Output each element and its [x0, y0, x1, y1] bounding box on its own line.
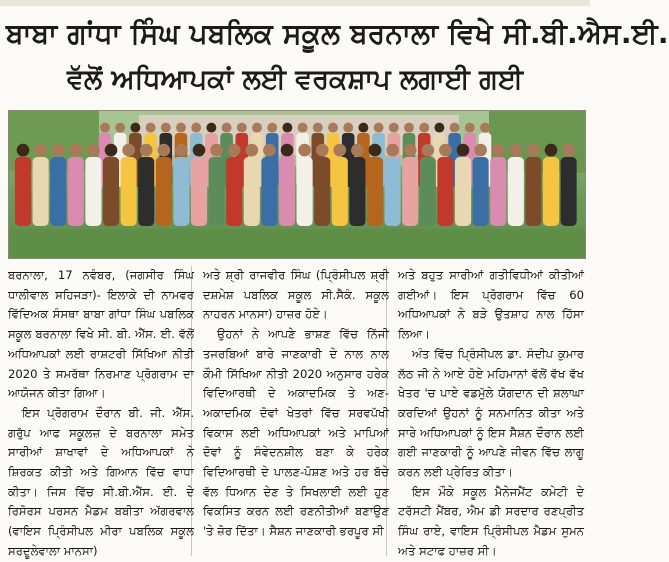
person-head	[281, 144, 294, 157]
paragraph: ਇਸ ਮੌਕੇ ਸਕੂਲ ਮੈਨੇਜਮੈਂਟ ਕਮੇਟੀ ਦੇ ਟਰੱਸਟੀ ਮੈਂਬਰ, ਐਮ ਡੀ ਸਰਦਾਰ ਰਣਪ੍ਰੀਤ ਸਿੰਘ ਰਾਏ, ਵਾਇਸ ਪ੍ਰਿੰਸੀਪਲ ਮੈਡਮ ਸੁਮਨ ਅਤੇ ਸਟਾਫ ਹਾਜ਼ਰ ਸੀ।	[398, 484, 584, 558]
person-figure	[226, 157, 242, 226]
person-figure	[561, 157, 577, 226]
person-head	[161, 123, 171, 133]
article-column-3	[398, 266, 584, 556]
person-figure	[244, 157, 260, 226]
person-head	[358, 123, 368, 133]
person-head	[333, 144, 346, 157]
paragraph: ਅਤੇ ਸ਼੍ਰੀ ਰਾਜਵੀਰ ਸਿੰਘ (ਪ੍ਰਿੰਸੀਪਲ ਸ਼੍ਰੀ ਦਸ਼ਮੇਸ਼ ਪਬਲਿਕ ਸਕੂਲ ਸੀ.ਸੈਕੰ. ਸਕੂਲ ਨਾਹਰਨ ਮਾਨਸਾ) ਹਾਜ਼ਰ ਹੋਏ।	[203, 268, 389, 322]
person-figure	[50, 157, 66, 226]
person-head	[389, 123, 399, 133]
person-head	[439, 144, 452, 157]
person-head	[374, 123, 384, 133]
person-head	[343, 123, 353, 133]
person-figure	[173, 157, 189, 226]
person-head	[245, 144, 258, 157]
person-figure	[279, 157, 295, 226]
person-head	[480, 123, 490, 133]
person-head	[193, 144, 206, 157]
person-figure	[121, 157, 137, 226]
person-figure	[209, 157, 225, 226]
person-figure	[473, 157, 489, 226]
person-head	[191, 123, 201, 133]
person-figure	[367, 157, 383, 226]
person-head	[298, 123, 308, 133]
person-figure	[385, 157, 401, 226]
person-head	[282, 123, 292, 133]
paragraph: ਬਰਨਾਲਾ, 17 ਨਵੰਬਰ, (ਜਗਸੀਰ ਸਿੰਘ ਧਾਲੀਵਾਲ ਸਹਿਜੜਾ)- ਇਲਾਕੇ ਦੀ ਨਾਮਵਰ ਵਿੱਦਿਅਕ ਸੰਸਥਾ ਬਾਬਾ ਗਾਂਧਾ ਸਿੰਘ ਪਬਲਿਕ ਸਕੂਲ ਬਰਨਾਲਾ ਵਿਖੇ ਸੀ. ਬੀ. ਐੱਸ. ਈ. ਵੱਲੋਂ ਅਧਿਆਪਕਾਂ ਲਈ ਰਾਸ਼ਟਰੀ ਸਿੱਖਿਆ ਨੀਤੀ 2020 ਤੇ ਸਮਰੱਥਾ ਨਿਰਮਾਣ ਪ੍ਰੋਗਰਾਮ ਦਾ ਆਯੋਜਨ ਕੀਤਾ ਗਿਆ।	[8, 268, 194, 401]
person-head	[474, 144, 487, 157]
person-head	[210, 144, 223, 157]
person-figure	[402, 157, 418, 226]
person-head	[465, 123, 475, 133]
person-head	[206, 123, 216, 133]
person-head	[34, 144, 47, 157]
person-head	[87, 144, 100, 157]
person-head	[351, 144, 364, 157]
person-head	[404, 144, 417, 157]
person-figure	[297, 157, 313, 226]
person-head	[509, 144, 522, 157]
person-figure	[103, 157, 119, 226]
person-head	[252, 123, 262, 133]
headline-line-2: ਵੱਲੋਂ ਅਧਿਆਪਕਾਂ ਲਈ ਵਰਕਸ਼ਾਪ ਲਗਾਈ ਗਈ	[66, 64, 524, 95]
person-figure	[332, 157, 348, 226]
group-photo	[8, 110, 586, 259]
person-head	[69, 144, 82, 157]
paragraph: ਅਤੇ ਬਹੁਤ ਸਾਰੀਆਂ ਗਤੀਵਿਧੀਆਂ ਕੀਤੀਆਂ ਗਈਆਂ। ਇਸ ਪ੍ਰੋਗਰਾਮ ਵਿੱਚ 60 ਅਧਿਆਪਕਾਂ ਨੇ ਬੜੇ ਉਤਸ਼ਾਹ ਨਾਲ ਹਿੱਸਾ ਲਿਆ।	[398, 268, 584, 342]
person-head	[237, 123, 247, 133]
person-head	[404, 123, 414, 133]
person-head	[175, 144, 188, 157]
person-figure	[508, 157, 524, 226]
person-head	[115, 123, 125, 133]
paragraph: ਅੰਤ ਵਿੱਚ ਪ੍ਰਿੰਸੀਪਲ ਡਾ. ਸੰਦੀਪ ਕੁਮਾਰ ਲੱਠ ਜੀ ਨੇ ਆਏ ਹੋਏ ਮਹਿਮਾਨਾਂ ਵੱਲੋਂ ਵੱਖ ਵੱਖ ਖੇਤਰ 'ਚ ਪਾਏ ਵਡਮੁੱਲੇ ਯੋਗਦਾਨ ਦੀ ਸ਼ਲਾਘਾ ਕਰਦਿਆਂ ਉਹਨਾਂ ਨੂੰ ਸਨਮਾਨਿਤ ਕੀਤਾ ਅਤੇ ਸਾਰੇ ਅਧਿਆਪਕਾਂ ਨੂੰ ਇਸ ਸੈਸ਼ਨ ਦੌਰਾਨ ਲਈ ਗਈ ਜਾਣਕਾਰੀ ਨੂੰ ਆਪਣੇ ਜੀਵਨ ਵਿੱਚ ਲਾਗੂ ਕਰਨ ਲਈ ਪ੍ਰੇਰਿਤ ਕੀਤਾ।	[398, 346, 584, 480]
person-head	[419, 123, 429, 133]
person-head	[105, 144, 118, 157]
person-figure	[437, 157, 453, 226]
person-figure	[68, 157, 84, 226]
cropped-top-strip	[0, 0, 590, 6]
person-head	[146, 123, 156, 133]
person-head	[298, 144, 311, 157]
person-figure	[261, 157, 277, 226]
person-figure	[349, 157, 365, 226]
person-figure	[543, 157, 559, 226]
person-head	[140, 144, 153, 157]
paragraph: ਉਹਨਾਂ ਨੇ ਆਪਣੇ ਭਾਸ਼ਣ ਵਿੱਚ ਨਿੱਜੀ ਤਜਰਬਿਆਂ ਬਾਰੇ ਜਾਣਕਾਰੀ ਦੇ ਨਾਲ ਨਾਲ ਕੌਮੀ ਸਿੱਖਿਆ ਨੀਤੀ 2020 ਅਨੁਸਾਰ ਹਰੇਕ ਵਿਦਿਆਰਥੀ ਦੇ ਅਕਾਦਮਿਕ ਤੇ ਅਣ- ਅਕਾਦਮਿਕ ਦੋਵਾਂ ਖੇਤਰਾਂ ਵਿੱਚ ਸਰਵਪੱਖੀ ਵਿਕਾਸ ਲਈ ਅਧਿਆਪਕਾਂ ਅਤੇ ਮਾਪਿਆਂ ਦੋਵਾਂ ਨੂੰ ਸੰਵੇਦਨਸ਼ੀਲ ਬਣਾ ਕੇ ਹਰੇਕ ਵਿਦਿਆਰਥੀ ਦੇ ਪਾਲਣ-ਪੋਸ਼ਣ ਅਤੇ ਹਰ ਬੱਚੇ ਵੱਲ ਧਿਆਨ ਦੇਣ ਤੇ ਸਿਖਲਾਈ ਲਈ ਹੁਣ ਵਿਕਸਿਤ ਕਰਨ ਲਈ ਰਣਨੀਤੀਆਂ ਬਣਾਉਣ 'ਤੇ ਜ਼ੋਰ ਦਿੱਤਾ। ਸੈਸ਼ਨ ਜਾਣਕਾਰੀ ਭਰਪੂਰ ਸੀ	[203, 327, 389, 539]
person-head	[157, 144, 170, 157]
person-head	[421, 144, 434, 157]
person-head	[176, 123, 186, 133]
person-head	[316, 144, 329, 157]
article-column-1	[8, 266, 194, 556]
person-figure	[420, 157, 436, 226]
person-figure	[15, 157, 31, 226]
person-figure	[525, 157, 541, 226]
person-head	[545, 144, 558, 157]
person-head	[263, 144, 276, 157]
person-head	[17, 144, 30, 157]
group-photo-illustration	[9, 111, 585, 258]
person-head	[434, 123, 444, 133]
person-head	[52, 144, 65, 157]
person-head	[100, 123, 110, 133]
person-head	[122, 144, 135, 157]
person-figure	[85, 157, 101, 226]
person-figure	[314, 157, 330, 226]
person-head	[222, 123, 232, 133]
person-head	[267, 123, 277, 133]
person-figure	[490, 157, 506, 226]
person-figure	[138, 157, 154, 226]
person-head	[457, 144, 470, 157]
person-head	[130, 123, 140, 133]
person-head	[386, 144, 399, 157]
person-figure	[191, 157, 207, 226]
person-figure	[33, 157, 49, 226]
person-head	[492, 144, 505, 157]
person-head	[313, 123, 323, 133]
person-head	[527, 144, 540, 157]
person-figure	[156, 157, 172, 226]
headline-line-1: ਬਾਬਾ ਗਾਂਧਾ ਸਿੰਘ ਪਬਲਿਕ ਸਕੂਲ ਬਰਨਾਲਾ ਵਿਖੇ ਸੀ.ਬੀ.ਐਸ.ਈ.	[6, 17, 669, 50]
paragraph: ਇਸ ਪ੍ਰੋਗਰਾਮ ਦੌਰਾਨ ਬੀ. ਜੀ. ਐੱਸ. ਗਰੁੱਪ ਆਫ ਸਕੂਲਜ਼ ਦੇ ਬਰਨਾਲਾ ਸਮੇਤ ਸਾਰੀਆਂ ਸ਼ਾਖਾਵਾਂ ਦੇ ਅਧਿਆਪਕਾਂ ਨੇ ਸ਼ਿਰਕਤ ਕੀਤੀ ਅਤੇ ਗਿਆਨ ਵਿੱਚ ਵਾਧਾ ਕੀਤਾ। ਜਿਸ ਵਿੱਚ ਸੀ.ਬੀ.ਐੱਸ. ਈ. ਦੇ ਰਿਸੋਰਸ ਪਰਸਨ ਮੈਡਮ ਬਬੀਤਾ ਅੱਗਰਵਾਲ (ਵਾਇਸ ਪ੍ਰਿੰਸੀਪਲ ਮੀਰਾ ਪਬਲਿਕ ਸਕੂਲ ਸਰਦੂਲੇਵਾਲਾ ਮਾਨਸਾ)	[8, 405, 194, 558]
person-head	[328, 123, 338, 133]
article-body	[8, 266, 584, 556]
person-head	[228, 144, 241, 157]
person-head	[562, 144, 575, 157]
person-figure	[455, 157, 471, 226]
article-column-2	[203, 266, 389, 556]
person-head	[369, 144, 382, 157]
person-head	[450, 123, 460, 133]
